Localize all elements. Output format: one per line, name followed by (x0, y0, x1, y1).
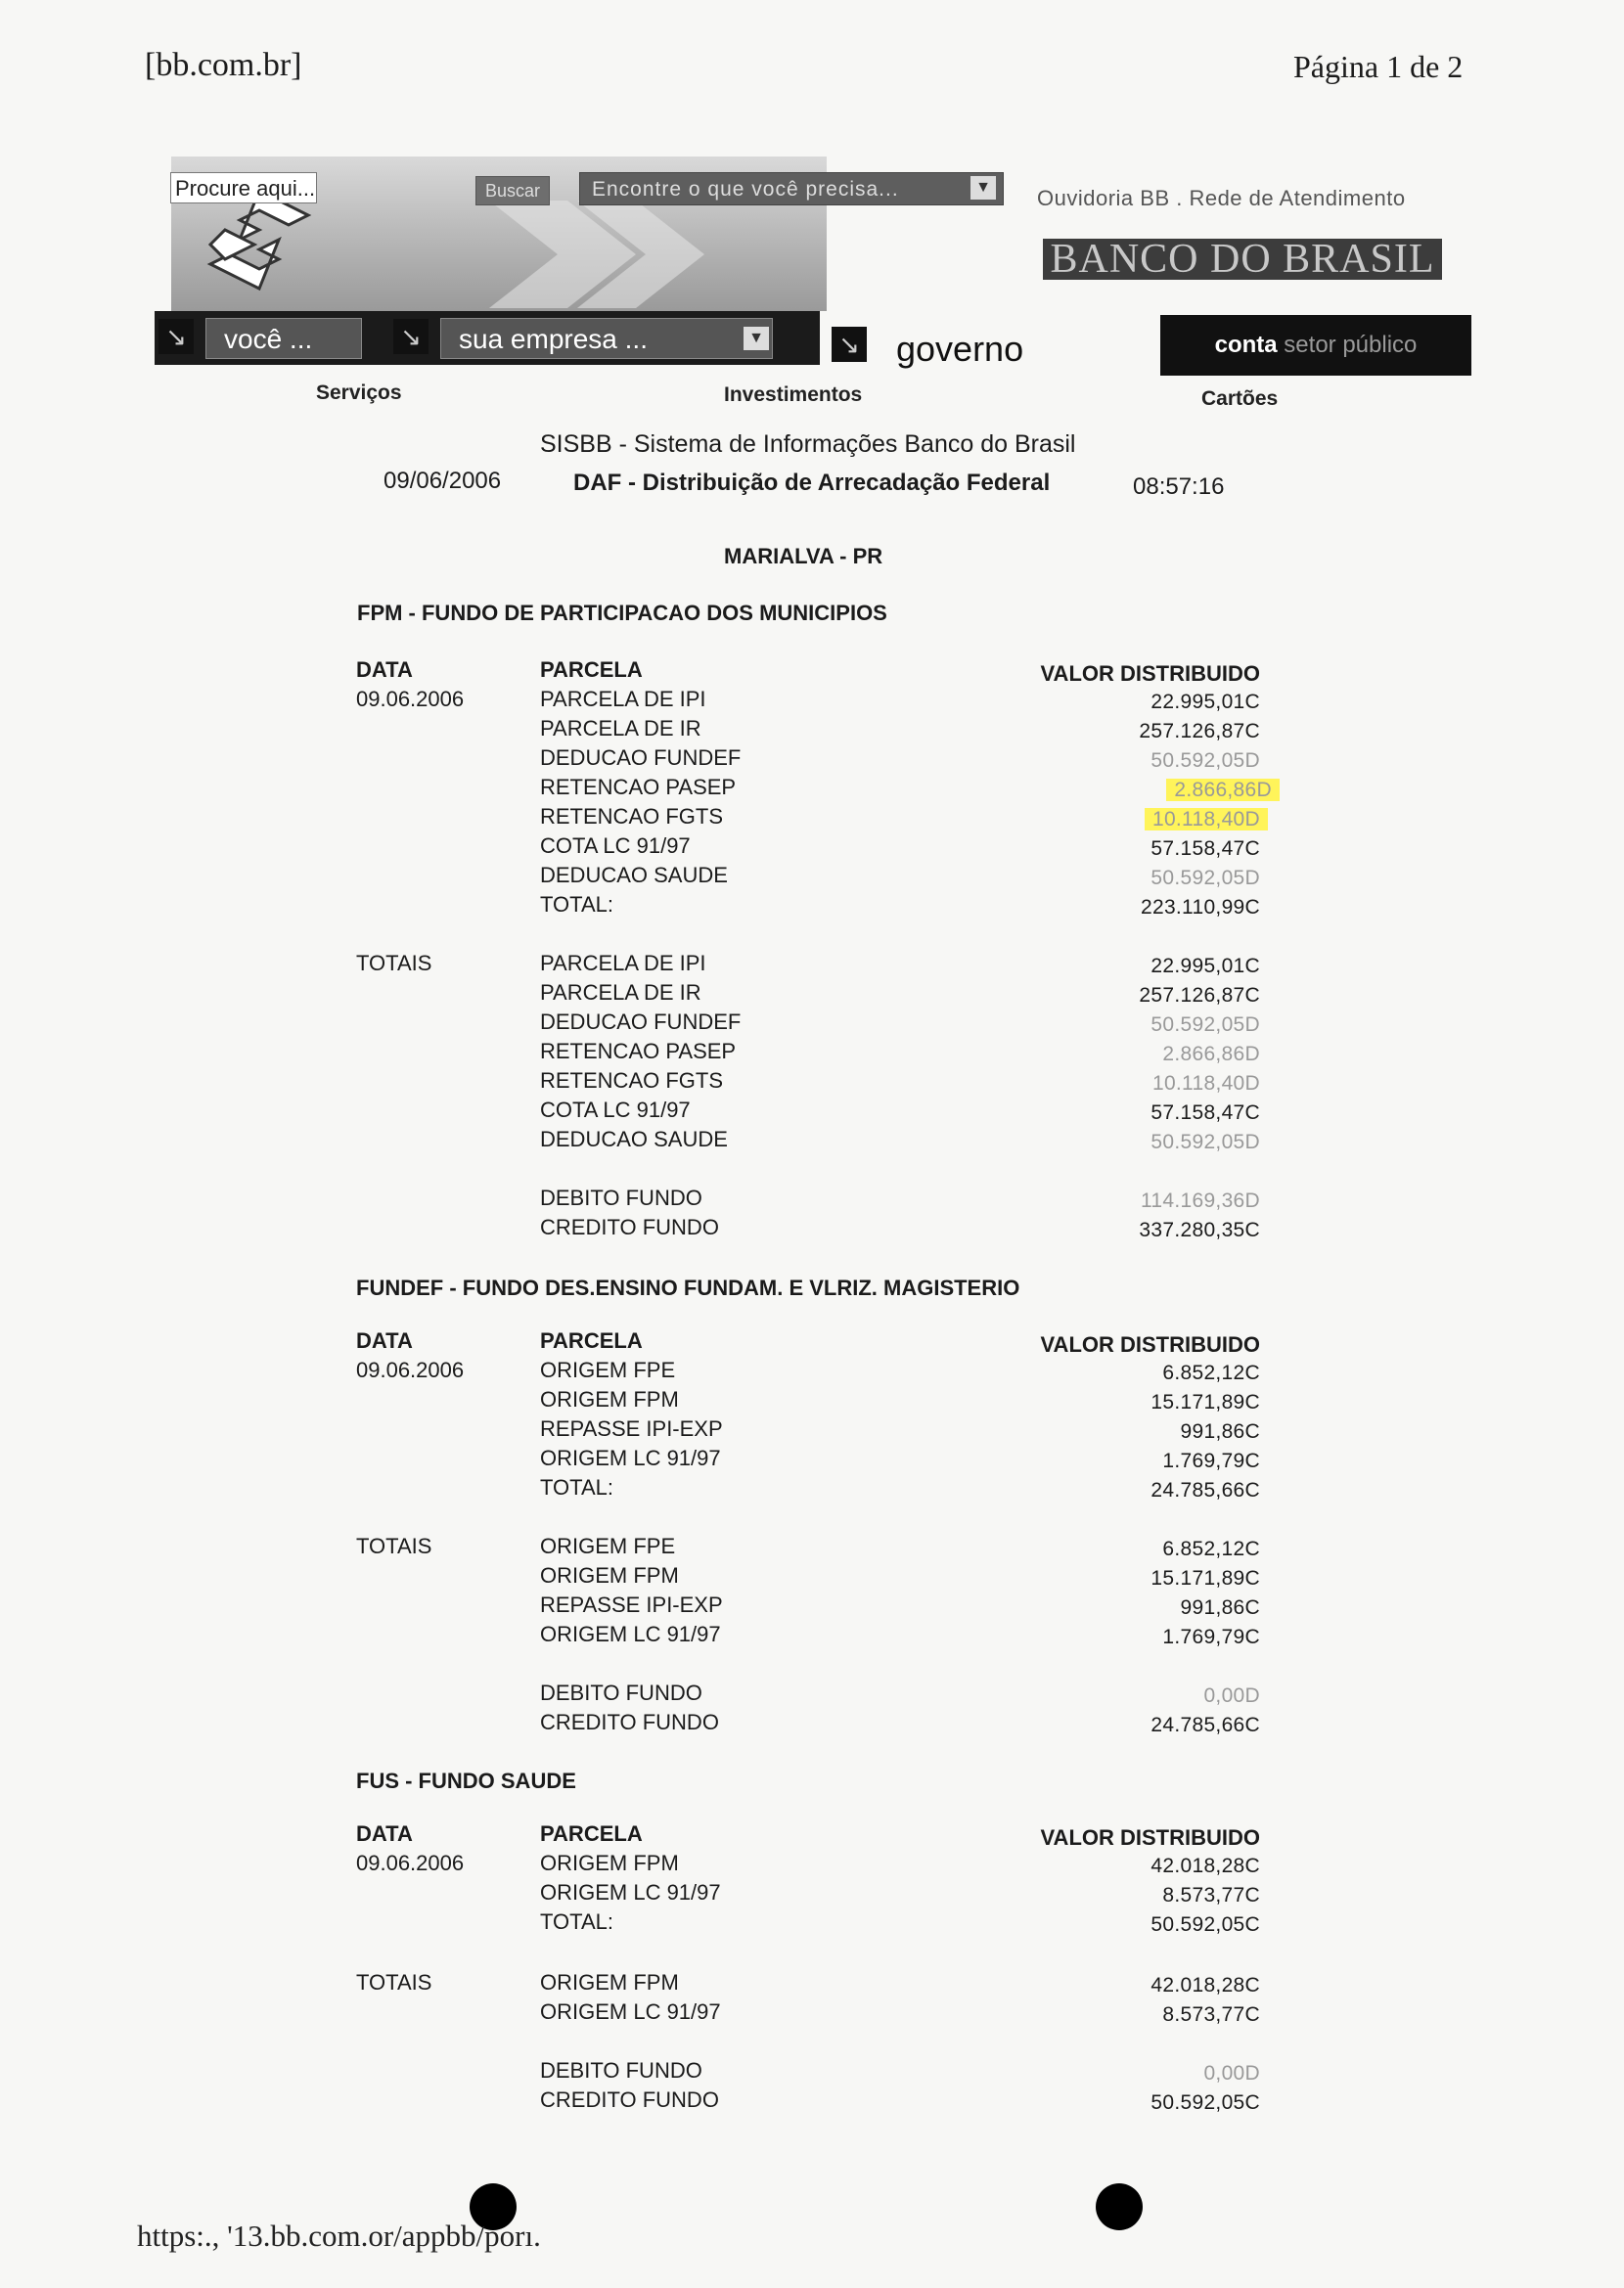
table-row-parcela: PARCELA DE IR (540, 716, 701, 740)
chevron-down-icon[interactable]: ▼ (744, 327, 769, 350)
table-row-valor: 991,86C (1180, 1596, 1260, 1619)
table-row-parcela: COTA LC 91/97 (540, 1098, 691, 1122)
debito-label: DEBITO FUNDO (540, 1681, 702, 1705)
page-number: Página 1 de 2 (1293, 49, 1464, 84)
arrow-icon: ↘ (832, 327, 867, 362)
table-row-valor: 257.126,87C (1139, 720, 1260, 742)
table-row-parcela: RETENCAO FGTS (540, 1068, 724, 1093)
table-row-valor: 50.592,05D (1150, 1013, 1260, 1036)
col-header-parcela: PARCELA (540, 657, 643, 682)
table-row-parcela: DEDUCAO FUNDEF (540, 745, 742, 770)
report-date: 09/06/2006 (383, 468, 502, 494)
municipality: MARIALVA - PR (724, 544, 883, 568)
table-row-parcela: TOTAL: (540, 1909, 613, 1934)
search-button[interactable]: Buscar (475, 176, 550, 205)
table-row-valor: 50.592,05C (1150, 1913, 1260, 1936)
highlighted-valor: 2.866,86D (1166, 779, 1280, 801)
credito-label: CREDITO FUNDO (540, 2087, 719, 2112)
table-row-valor: 8.573,77C (1162, 2003, 1260, 2026)
col-header-parcela: PARCELA (540, 1821, 643, 1846)
col-header-data: DATA (356, 1821, 413, 1846)
credito-valor: 337.280,35C (1139, 1219, 1260, 1241)
chevron-down-icon[interactable]: ▼ (970, 176, 996, 200)
print-footer-url: https:., '13.bb.com.or/appbb/porı. (137, 2219, 541, 2253)
credito-label: CREDITO FUNDO (540, 1710, 719, 1734)
table-row-valor: 22.995,01C (1150, 691, 1260, 713)
table-row-valor: 50.592,05D (1150, 1131, 1260, 1153)
section-title-fus: FUS - FUNDO SAUDE (356, 1769, 576, 1793)
table-row-valor: 15.171,89C (1150, 1391, 1260, 1413)
table-row-parcela: ORIGEM FPM (540, 1970, 679, 1995)
table-row-valor: 6.852,12C (1162, 1362, 1260, 1384)
subnav-cartoes[interactable]: Cartões (1201, 387, 1279, 410)
report-title: DAF - Distribuição de Arrecadação Federal (573, 470, 1051, 496)
subnav-investimentos[interactable]: Investimentos (724, 383, 863, 406)
debito-valor: 0,00D (1203, 2062, 1260, 2085)
table-row-valor: 57.158,47C (1150, 1101, 1260, 1124)
row-date: 09.06.2006 (356, 687, 465, 711)
table-row-parcela: DEDUCAO FUNDEF (540, 1009, 742, 1034)
brand-wordmark: BANCO DO BRASIL (1043, 239, 1442, 280)
arrow-icon: ↘ (158, 319, 194, 354)
highlighted-valor: 10.118,40D (1145, 808, 1268, 830)
col-header-parcela: PARCELA (540, 1328, 643, 1353)
table-row-parcela: ORIGEM FPM (540, 1851, 679, 1875)
table-row-parcela: RETENCAO FGTS (540, 804, 724, 829)
table-row-valor: 22.995,01C (1150, 955, 1260, 977)
col-header-data: DATA (356, 1328, 413, 1353)
table-row-parcela: ORIGEM FPE (540, 1534, 676, 1558)
table-row-parcela: REPASSE IPI-EXP (540, 1593, 723, 1617)
print-header-url: [bb.com.br] (145, 47, 302, 83)
table-row-valor: 223.110,99C (1140, 896, 1260, 919)
table-row-valor: 8.573,77C (1162, 1884, 1260, 1907)
table-row-valor: 2.866,86D (1162, 1043, 1260, 1065)
row-date: 09.06.2006 (356, 1851, 465, 1875)
punch-hole (1096, 2183, 1143, 2230)
table-row-valor: 50.592,05D (1150, 867, 1260, 889)
table-row-parcela: ORIGEM FPE (540, 1358, 676, 1382)
chevron-decoration-icon (489, 201, 704, 308)
table-row-parcela: ORIGEM FPM (540, 1563, 679, 1588)
table-row-parcela: ORIGEM LC 91/97 (540, 1999, 721, 2024)
table-row-parcela: PARCELA DE IPI (540, 951, 706, 975)
table-row-valor: 42.018,28C (1150, 1855, 1260, 1877)
table-row-valor: 10.118,40D (1151, 1072, 1260, 1095)
table-row-parcela: RETENCAO PASEP (540, 775, 737, 799)
search-input[interactable]: Procure aqui... (170, 172, 317, 203)
table-row-valor: 1.769,79C (1162, 1626, 1260, 1648)
table-row-valor: 1.769,79C (1162, 1450, 1260, 1472)
totais-label: TOTAIS (356, 951, 432, 975)
table-row-parcela: PARCELA DE IPI (540, 687, 706, 711)
credito-valor: 24.785,66C (1150, 1714, 1260, 1736)
conta-label: conta (1214, 332, 1278, 358)
table-row-parcela: TOTAL: (540, 1475, 613, 1500)
table-row-valor: 50.592,05D (1150, 749, 1260, 772)
table-row-valor: 6.852,12C (1162, 1538, 1260, 1560)
section-title-fpm: FPM - FUNDO DE PARTICIPACAO DOS MUNICIPIOS (357, 601, 887, 625)
nav-voce[interactable]: você ... (205, 318, 362, 359)
table-row-valor: 24.785,66C (1150, 1479, 1260, 1502)
debito-valor: 114.169,36D (1140, 1189, 1260, 1212)
table-row-parcela: DEDUCAO SAUDE (540, 863, 728, 887)
debito-label: DEBITO FUNDO (540, 2058, 702, 2083)
table-row-valor: 257.126,87C (1139, 984, 1260, 1007)
table-row-parcela: RETENCAO PASEP (540, 1039, 737, 1063)
setor-publico-label: setor público (1284, 332, 1418, 358)
report-time: 08:57:16 (1133, 473, 1225, 500)
debito-label: DEBITO FUNDO (540, 1186, 702, 1210)
debito-valor: 0,00D (1203, 1684, 1260, 1707)
totais-label: TOTAIS (356, 1970, 432, 1995)
table-row-valor: 42.018,28C (1150, 1974, 1260, 1996)
header-links[interactable]: Ouvidoria BB . Rede de Atendimento (1037, 186, 1406, 210)
table-row-parcela: COTA LC 91/97 (540, 833, 691, 858)
find-select[interactable]: Encontre o que você precisa... (579, 172, 1004, 205)
table-row-parcela: ORIGEM LC 91/97 (540, 1622, 721, 1646)
row-date: 09.06.2006 (356, 1358, 465, 1382)
arrow-icon: ↘ (393, 319, 429, 354)
section-title-fundef: FUNDEF - FUNDO DES.ENSINO FUNDAM. E VLRIZ. MAGISTERIO (356, 1276, 1020, 1300)
table-row-parcela: TOTAL: (540, 892, 613, 917)
col-header-valor: VALOR DISTRIBUIDO (1040, 1332, 1260, 1357)
table-row-parcela: REPASSE IPI-EXP (540, 1416, 723, 1441)
credito-label: CREDITO FUNDO (540, 1215, 719, 1239)
col-header-valor: VALOR DISTRIBUIDO (1040, 661, 1260, 686)
table-row-parcela: ORIGEM LC 91/97 (540, 1880, 721, 1905)
nav-governo[interactable]: governo (896, 329, 1024, 369)
nav-conta-setor-publico[interactable] (1160, 315, 1471, 376)
table-row-valor: 991,86C (1180, 1420, 1260, 1443)
subnav-servicos[interactable]: Serviços (316, 381, 402, 404)
totais-label: TOTAIS (356, 1534, 432, 1558)
table-row-parcela: PARCELA DE IR (540, 980, 701, 1005)
table-row-parcela: DEDUCAO SAUDE (540, 1127, 728, 1151)
col-header-data: DATA (356, 657, 413, 682)
table-row-parcela: ORIGEM FPM (540, 1387, 679, 1412)
col-header-valor: VALOR DISTRIBUIDO (1040, 1825, 1260, 1850)
nav-empresa[interactable]: sua empresa ... (440, 318, 773, 359)
system-name: SISBB - Sistema de Informações Banco do Brasil (540, 430, 1076, 458)
table-row-parcela: ORIGEM LC 91/97 (540, 1446, 721, 1470)
table-row-valor: 57.158,47C (1150, 837, 1260, 860)
credito-valor: 50.592,05C (1150, 2091, 1260, 2114)
table-row-valor: 15.171,89C (1150, 1567, 1260, 1590)
